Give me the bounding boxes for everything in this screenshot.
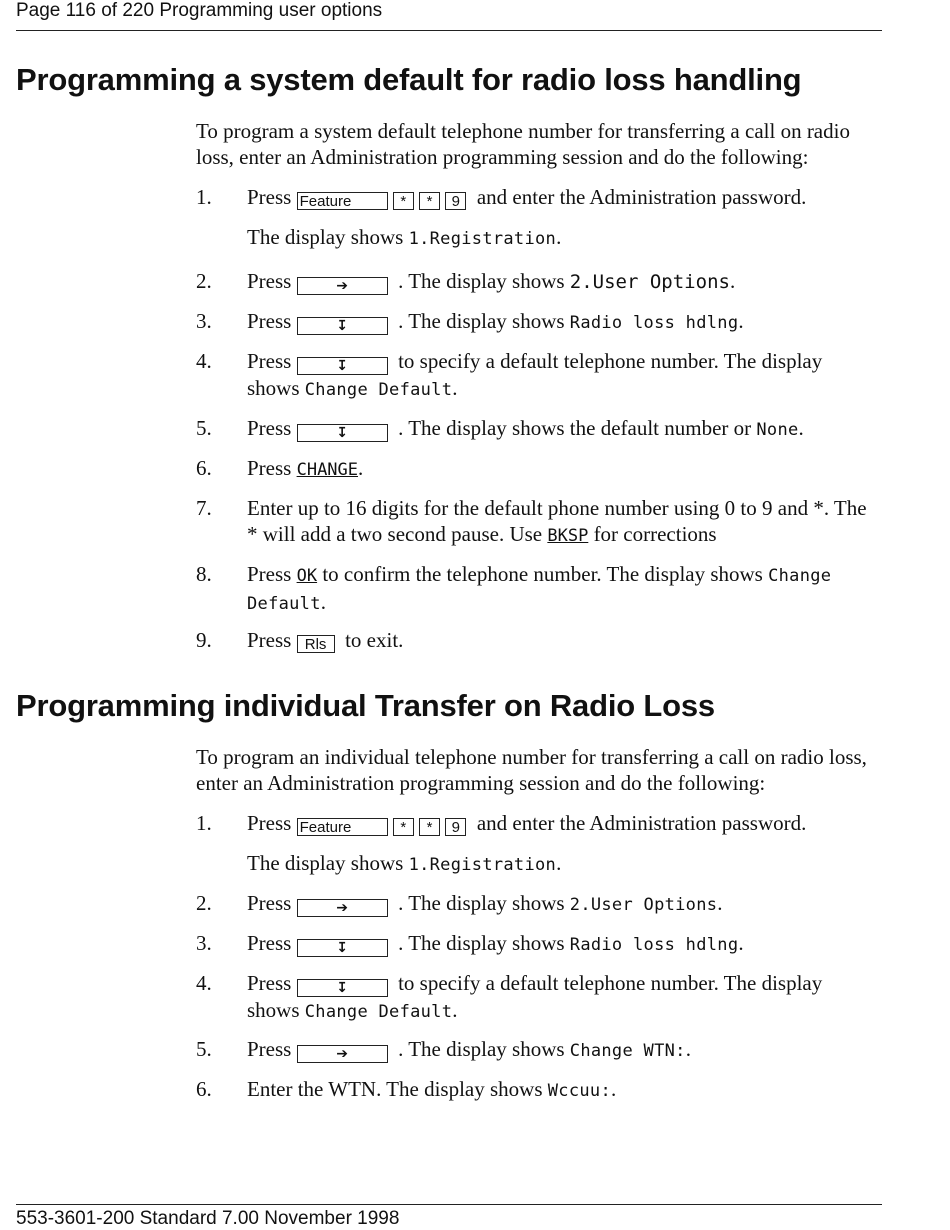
step-text: . The display shows: [398, 269, 565, 293]
section-title-individual-transfer: Programming individual Transfer on Radio Loss: [16, 688, 715, 723]
step-text: Press: [247, 269, 292, 293]
step-text: and enter the Administration password.: [476, 811, 807, 835]
step-number: 4.: [196, 971, 212, 995]
down-arrow-key-icon: ↧: [297, 979, 388, 997]
step-number: 5.: [196, 1037, 212, 1061]
step-number: 9.: [196, 628, 212, 652]
step-number: 6.: [196, 456, 212, 480]
step-text: .: [320, 590, 326, 614]
right-arrow-key-icon: ➔: [297, 899, 388, 917]
step-text: Enter up to 16 digits for the default phone number using 0 to 9 and *. The * will add a two second pause. Use: [247, 496, 867, 546]
nine-key: 9: [445, 192, 466, 210]
step-text: and enter the Administration password.: [476, 185, 807, 209]
section-intro: To program a system default telephone number for transferring a call on radio loss, enter an Administration programming session and do the following:: [196, 119, 850, 169]
step-number: 3.: [196, 931, 212, 955]
softkey-label: CHANGE: [296, 460, 359, 480]
step-number: 2.: [196, 269, 212, 293]
step-text: Press: [247, 562, 292, 586]
step-text: Press: [247, 891, 292, 915]
step-text: Enter the WTN. The display shows: [247, 1077, 543, 1101]
step-number: 1.: [196, 811, 212, 835]
down-arrow-key-icon: ↧: [297, 939, 388, 957]
step-text: Press: [247, 1037, 292, 1061]
display-text: 2.User Options: [569, 895, 718, 915]
display-text: Change Default: [247, 566, 832, 614]
display-text: Wccuu:: [547, 1081, 611, 1101]
display-text: Radio loss hdlng: [569, 313, 739, 333]
step-text: The display shows: [247, 851, 404, 875]
step-text: .: [556, 851, 562, 875]
page-header: Page 116 of 220 Programming user options: [16, 0, 383, 21]
step-number: 4.: [196, 349, 212, 373]
softkey-label: OK: [296, 566, 318, 586]
step-number: 5.: [196, 416, 212, 440]
page-footer: 553-3601-200 Standard 7.00 November 1998: [16, 1208, 400, 1229]
feature-key: Feature: [297, 192, 388, 210]
star-key: *: [393, 192, 414, 210]
display-text: Change Default: [304, 380, 453, 400]
step-text: to specify a default telephone number. The display shows: [247, 349, 823, 400]
step-text: . The display shows: [398, 891, 565, 915]
step-text: for corrections: [593, 522, 717, 546]
down-arrow-key-icon: ↧: [297, 424, 388, 442]
header-rule: [16, 30, 882, 31]
step-text: .: [738, 309, 744, 333]
softkey-label: BKSP: [547, 526, 589, 546]
step-text: .: [610, 1077, 617, 1101]
display-text: Radio loss hdlng: [569, 935, 739, 955]
step-text: . The display shows: [398, 309, 565, 333]
down-arrow-key-icon: ↧: [297, 317, 388, 335]
step-text: .: [798, 416, 804, 440]
step-text: . The display shows: [398, 931, 565, 955]
step-text: .: [556, 225, 562, 249]
step-number: 8.: [196, 562, 212, 586]
release-key: Rls: [297, 635, 335, 653]
step-number: 1.: [196, 185, 212, 209]
step-text: .: [729, 269, 736, 293]
step-text: Press: [247, 931, 292, 955]
step-text: Press: [247, 416, 292, 440]
step-text: .: [452, 376, 458, 400]
step-number: 3.: [196, 309, 212, 333]
step-text: .: [358, 456, 364, 480]
display-text: 1.Registration: [408, 229, 557, 249]
step-text: Press: [247, 185, 292, 209]
step-text: to confirm the telephone number. The display shows: [322, 562, 763, 586]
step-text: . The display shows: [398, 1037, 565, 1061]
display-text: None: [756, 420, 799, 440]
display-text: 1.Registration: [408, 855, 557, 875]
step-text: Press: [247, 456, 292, 480]
step-text: Press: [247, 628, 292, 652]
nine-key: 9: [445, 818, 466, 836]
star-key: *: [419, 818, 440, 836]
step-number: 6.: [196, 1077, 212, 1101]
display-text: Change WTN:: [569, 1041, 686, 1061]
step-text: to exit.: [345, 628, 404, 652]
step-text: Press: [247, 309, 292, 333]
step-number: 7.: [196, 496, 212, 520]
step-text: . The display shows the default number or: [398, 416, 752, 440]
step-text: .: [452, 998, 458, 1022]
step-number: 2.: [196, 891, 212, 915]
step-text: .: [685, 1037, 691, 1061]
step-text: Press: [247, 971, 292, 995]
footer-rule: [16, 1204, 882, 1205]
step-text: The display shows: [247, 225, 404, 249]
section-title-system-default: Programming a system default for radio loss handling: [16, 62, 802, 97]
section-intro: To program an individual telephone number for transferring a call on radio loss, enter an Administration programming session and do the following:: [196, 745, 867, 795]
star-key: *: [419, 192, 440, 210]
right-arrow-key-icon: ➔: [297, 1045, 388, 1063]
star-key: *: [393, 818, 414, 836]
step-text: Press: [247, 349, 292, 373]
step-text: to specify a default telephone number. The display shows: [247, 971, 823, 1022]
step-text: Press: [247, 811, 292, 835]
right-arrow-key-icon: ➔: [297, 277, 388, 295]
display-text: Change Default: [304, 1002, 453, 1022]
feature-key: Feature: [297, 818, 388, 836]
step-text: .: [738, 931, 744, 955]
step-text: .: [717, 891, 723, 915]
display-text: 2.User Options: [569, 271, 730, 293]
down-arrow-key-icon: ↧: [297, 357, 388, 375]
